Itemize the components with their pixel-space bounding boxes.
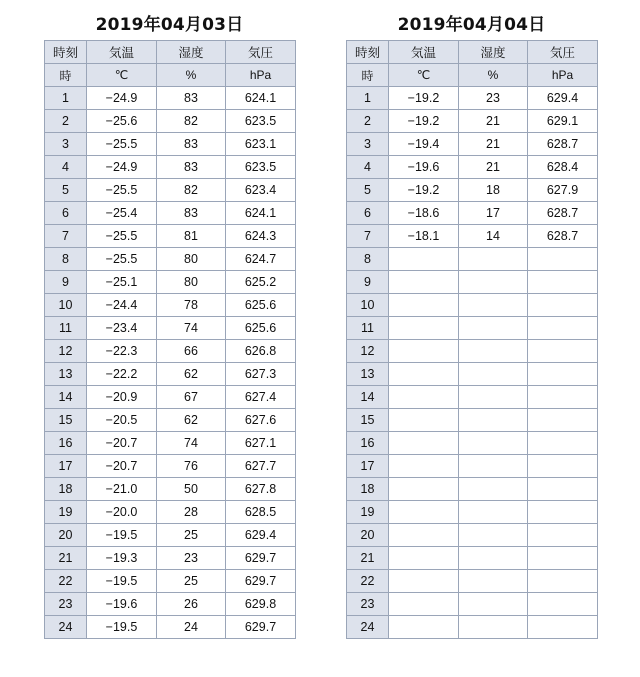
- table-row: [45, 432, 296, 455]
- cell-humidity: 24: [157, 616, 226, 639]
- cell-pressure: [528, 248, 598, 271]
- cell-humidity: [459, 340, 528, 363]
- table-row: [347, 570, 598, 593]
- cell-temperature: −24.9: [87, 87, 157, 110]
- cell-temperature: −23.4: [87, 317, 157, 340]
- cell-time: 19: [45, 501, 87, 524]
- cell-pressure: 623.1: [226, 133, 296, 156]
- cell-time: 5: [45, 179, 87, 202]
- cell-temperature: −19.2: [389, 110, 459, 133]
- cell-temperature: [389, 386, 459, 409]
- cell-time: 11: [45, 317, 87, 340]
- table-row: [347, 317, 598, 340]
- cell-temperature: [389, 248, 459, 271]
- cell-time: 23: [45, 593, 87, 616]
- cell-time: 15: [347, 409, 389, 432]
- cell-humidity: 78: [157, 294, 226, 317]
- table-row: [347, 501, 598, 524]
- cell-temperature: −19.2: [389, 87, 459, 110]
- cell-humidity: [459, 363, 528, 386]
- cell-temperature: −19.5: [87, 616, 157, 639]
- cell-pressure: 629.1: [528, 110, 598, 133]
- cell-humidity: 17: [459, 202, 528, 225]
- cell-temperature: −22.3: [87, 340, 157, 363]
- cell-pressure: 629.4: [226, 524, 296, 547]
- cell-time: 18: [347, 478, 389, 501]
- cell-temperature: [389, 455, 459, 478]
- table-row: [347, 386, 598, 409]
- cell-time: 7: [45, 225, 87, 248]
- table-row: [45, 156, 296, 179]
- cell-pressure: [528, 294, 598, 317]
- cell-humidity: 81: [157, 225, 226, 248]
- cell-pressure: 625.6: [226, 294, 296, 317]
- cell-humidity: 80: [157, 248, 226, 271]
- cell-pressure: 628.7: [528, 133, 598, 156]
- cell-humidity: 25: [157, 524, 226, 547]
- table-row: [347, 547, 598, 570]
- cell-pressure: [528, 432, 598, 455]
- cell-temperature: [389, 271, 459, 294]
- header-pressure: 気圧: [226, 41, 296, 64]
- cell-time: 2: [347, 110, 389, 133]
- cell-pressure: 627.8: [226, 478, 296, 501]
- cell-humidity: [459, 478, 528, 501]
- cell-humidity: [459, 524, 528, 547]
- cell-pressure: 627.7: [226, 455, 296, 478]
- cell-temperature: −19.6: [389, 156, 459, 179]
- cell-temperature: −19.6: [87, 593, 157, 616]
- cell-humidity: 21: [459, 156, 528, 179]
- cell-pressure: [528, 363, 598, 386]
- cell-humidity: 62: [157, 409, 226, 432]
- cell-temperature: −24.4: [87, 294, 157, 317]
- table-row: [347, 455, 598, 478]
- table-row: [45, 386, 296, 409]
- header-pressure: 気圧: [528, 41, 598, 64]
- header-humidity: 湿度: [459, 41, 528, 64]
- cell-pressure: 624.7: [226, 248, 296, 271]
- cell-time: 4: [45, 156, 87, 179]
- cell-time: 22: [347, 570, 389, 593]
- cell-time: 9: [347, 271, 389, 294]
- cell-temperature: −25.5: [87, 225, 157, 248]
- cell-pressure: [528, 317, 598, 340]
- table-row: [45, 409, 296, 432]
- cell-temperature: [389, 294, 459, 317]
- table-row: [347, 478, 598, 501]
- cell-temperature: −25.5: [87, 133, 157, 156]
- cell-time: 21: [347, 547, 389, 570]
- cell-humidity: 83: [157, 202, 226, 225]
- cell-humidity: 23: [157, 547, 226, 570]
- table-row: [347, 271, 598, 294]
- cell-time: 14: [45, 386, 87, 409]
- cell-pressure: 628.5: [226, 501, 296, 524]
- weather-day-2019-04-04: [346, 10, 597, 639]
- unit-temperature: ℃: [87, 64, 157, 87]
- table-row: [45, 225, 296, 248]
- table-row: [347, 202, 598, 225]
- cell-temperature: [389, 524, 459, 547]
- table-row: [45, 202, 296, 225]
- table-row: [45, 616, 296, 639]
- cell-temperature: −20.0: [87, 501, 157, 524]
- table-row: [45, 248, 296, 271]
- cell-time: 5: [347, 179, 389, 202]
- cell-pressure: [528, 501, 598, 524]
- cell-humidity: [459, 570, 528, 593]
- cell-humidity: [459, 271, 528, 294]
- cell-time: 18: [45, 478, 87, 501]
- cell-temperature: −25.5: [87, 248, 157, 271]
- cell-humidity: 74: [157, 317, 226, 340]
- cell-humidity: [459, 294, 528, 317]
- cell-time: 13: [45, 363, 87, 386]
- weather-table: [44, 40, 296, 639]
- cell-temperature: −25.5: [87, 179, 157, 202]
- cell-time: 10: [347, 294, 389, 317]
- table-row: [347, 87, 598, 110]
- cell-time: 24: [45, 616, 87, 639]
- cell-humidity: [459, 593, 528, 616]
- cell-time: 20: [45, 524, 87, 547]
- cell-temperature: −18.1: [389, 225, 459, 248]
- table-row: [45, 455, 296, 478]
- cell-time: 11: [347, 317, 389, 340]
- cell-temperature: −19.2: [389, 179, 459, 202]
- cell-humidity: [459, 317, 528, 340]
- cell-humidity: 66: [157, 340, 226, 363]
- cell-temperature: −19.5: [87, 570, 157, 593]
- cell-temperature: −20.5: [87, 409, 157, 432]
- cell-pressure: [528, 616, 598, 639]
- cell-time: 24: [347, 616, 389, 639]
- cell-time: 3: [347, 133, 389, 156]
- cell-temperature: [389, 501, 459, 524]
- cell-pressure: 623.5: [226, 156, 296, 179]
- cell-time: 14: [347, 386, 389, 409]
- header-row: [347, 41, 598, 64]
- cell-temperature: −25.4: [87, 202, 157, 225]
- table-row: [347, 110, 598, 133]
- cell-time: 15: [45, 409, 87, 432]
- cell-time: 17: [347, 455, 389, 478]
- cell-humidity: 50: [157, 478, 226, 501]
- unit-temperature: ℃: [389, 64, 459, 87]
- cell-temperature: [389, 340, 459, 363]
- cell-pressure: 627.4: [226, 386, 296, 409]
- cell-humidity: 82: [157, 179, 226, 202]
- table-row: [45, 570, 296, 593]
- unit-row: [347, 64, 598, 87]
- weather-table: [346, 40, 598, 639]
- table-row: [347, 294, 598, 317]
- cell-temperature: −25.1: [87, 271, 157, 294]
- table-row: [45, 547, 296, 570]
- cell-temperature: [389, 478, 459, 501]
- cell-pressure: 627.3: [226, 363, 296, 386]
- cell-pressure: [528, 593, 598, 616]
- table-row: [347, 248, 598, 271]
- cell-humidity: [459, 248, 528, 271]
- cell-humidity: 21: [459, 110, 528, 133]
- cell-humidity: 67: [157, 386, 226, 409]
- cell-time: 7: [347, 225, 389, 248]
- cell-time: 12: [347, 340, 389, 363]
- cell-pressure: 629.8: [226, 593, 296, 616]
- weather-day-2019-04-03: [44, 10, 295, 639]
- table-row: [347, 225, 598, 248]
- cell-temperature: −21.0: [87, 478, 157, 501]
- table-row: [45, 363, 296, 386]
- header-row: [45, 41, 296, 64]
- header-humidity: 湿度: [157, 41, 226, 64]
- table-row: [45, 340, 296, 363]
- cell-pressure: [528, 524, 598, 547]
- cell-pressure: 624.1: [226, 202, 296, 225]
- cell-humidity: [459, 501, 528, 524]
- cell-pressure: [528, 547, 598, 570]
- cell-humidity: 14: [459, 225, 528, 248]
- cell-temperature: [389, 317, 459, 340]
- cell-time: 3: [45, 133, 87, 156]
- cell-time: 16: [347, 432, 389, 455]
- cell-temperature: −20.7: [87, 432, 157, 455]
- cell-humidity: 83: [157, 87, 226, 110]
- header-time: 時刻: [45, 41, 87, 64]
- cell-pressure: 623.4: [226, 179, 296, 202]
- cell-temperature: −18.6: [389, 202, 459, 225]
- cell-temperature: −19.4: [389, 133, 459, 156]
- cell-humidity: 74: [157, 432, 226, 455]
- cell-time: 22: [45, 570, 87, 593]
- table-row: [45, 133, 296, 156]
- table-row: [347, 133, 598, 156]
- cell-humidity: 28: [157, 501, 226, 524]
- cell-time: 17: [45, 455, 87, 478]
- cell-temperature: −19.3: [87, 547, 157, 570]
- cell-time: 9: [45, 271, 87, 294]
- cell-temperature: [389, 363, 459, 386]
- cell-pressure: 629.4: [528, 87, 598, 110]
- cell-humidity: [459, 616, 528, 639]
- cell-pressure: 623.5: [226, 110, 296, 133]
- table-row: [45, 110, 296, 133]
- cell-time: 8: [45, 248, 87, 271]
- cell-pressure: [528, 409, 598, 432]
- cell-time: 13: [347, 363, 389, 386]
- cell-pressure: 629.7: [226, 616, 296, 639]
- cell-humidity: 83: [157, 156, 226, 179]
- table-row: [45, 593, 296, 616]
- table-row: [45, 317, 296, 340]
- table-row: [45, 294, 296, 317]
- cell-humidity: [459, 455, 528, 478]
- cell-pressure: 627.6: [226, 409, 296, 432]
- cell-temperature: −20.7: [87, 455, 157, 478]
- table-row: [45, 271, 296, 294]
- cell-pressure: 624.1: [226, 87, 296, 110]
- unit-pressure: hPa: [528, 64, 598, 87]
- cell-time: 20: [347, 524, 389, 547]
- cell-humidity: 18: [459, 179, 528, 202]
- cell-humidity: 25: [157, 570, 226, 593]
- cell-time: 8: [347, 248, 389, 271]
- cell-pressure: 625.6: [226, 317, 296, 340]
- cell-temperature: −20.9: [87, 386, 157, 409]
- cell-humidity: 23: [459, 87, 528, 110]
- header-temperature: 気温: [87, 41, 157, 64]
- cell-temperature: [389, 593, 459, 616]
- table-row: [45, 524, 296, 547]
- cell-time: 1: [347, 87, 389, 110]
- cell-pressure: [528, 271, 598, 294]
- cell-humidity: 76: [157, 455, 226, 478]
- table-row: [347, 179, 598, 202]
- unit-humidity: %: [157, 64, 226, 87]
- cell-time: 23: [347, 593, 389, 616]
- table-row: [45, 87, 296, 110]
- cell-humidity: 83: [157, 133, 226, 156]
- cell-humidity: [459, 386, 528, 409]
- table-row: [45, 478, 296, 501]
- table-row: [347, 432, 598, 455]
- cell-humidity: 26: [157, 593, 226, 616]
- cell-pressure: 628.7: [528, 225, 598, 248]
- cell-pressure: 628.4: [528, 156, 598, 179]
- cell-pressure: 628.7: [528, 202, 598, 225]
- cell-time: 4: [347, 156, 389, 179]
- cell-time: 2: [45, 110, 87, 133]
- cell-temperature: [389, 409, 459, 432]
- cell-pressure: [528, 340, 598, 363]
- cell-time: 12: [45, 340, 87, 363]
- cell-humidity: [459, 547, 528, 570]
- cell-humidity: [459, 432, 528, 455]
- cell-pressure: 629.7: [226, 547, 296, 570]
- table-row: [45, 501, 296, 524]
- cell-time: 21: [45, 547, 87, 570]
- header-time: 時刻: [347, 41, 389, 64]
- table-row: [347, 340, 598, 363]
- unit-humidity: %: [459, 64, 528, 87]
- cell-pressure: [528, 570, 598, 593]
- cell-pressure: 624.3: [226, 225, 296, 248]
- day-title: 2019年04月03日: [95, 15, 244, 35]
- table-row: [45, 179, 296, 202]
- cell-temperature: [389, 432, 459, 455]
- cell-temperature: [389, 547, 459, 570]
- cell-temperature: [389, 616, 459, 639]
- table-row: [347, 156, 598, 179]
- cell-pressure: 627.1: [226, 432, 296, 455]
- table-row: [347, 524, 598, 547]
- cell-humidity: 21: [459, 133, 528, 156]
- cell-temperature: [389, 570, 459, 593]
- cell-humidity: 82: [157, 110, 226, 133]
- cell-pressure: [528, 455, 598, 478]
- table-row: [347, 593, 598, 616]
- unit-time: 時: [347, 64, 389, 87]
- cell-time: 1: [45, 87, 87, 110]
- cell-time: 16: [45, 432, 87, 455]
- day-title: 2019年04月04日: [397, 15, 546, 35]
- unit-time: 時: [45, 64, 87, 87]
- cell-pressure: 627.9: [528, 179, 598, 202]
- cell-pressure: 629.7: [226, 570, 296, 593]
- cell-temperature: −24.9: [87, 156, 157, 179]
- cell-pressure: 626.8: [226, 340, 296, 363]
- cell-temperature: −19.5: [87, 524, 157, 547]
- cell-time: 6: [347, 202, 389, 225]
- table-row: [347, 616, 598, 639]
- unit-pressure: hPa: [226, 64, 296, 87]
- unit-row: [45, 64, 296, 87]
- cell-time: 10: [45, 294, 87, 317]
- cell-temperature: −25.6: [87, 110, 157, 133]
- cell-time: 6: [45, 202, 87, 225]
- cell-pressure: [528, 386, 598, 409]
- cell-pressure: 625.2: [226, 271, 296, 294]
- cell-time: 19: [347, 501, 389, 524]
- cell-pressure: [528, 478, 598, 501]
- cell-temperature: −22.2: [87, 363, 157, 386]
- table-row: [347, 409, 598, 432]
- cell-humidity: 62: [157, 363, 226, 386]
- table-row: [347, 363, 598, 386]
- cell-humidity: [459, 409, 528, 432]
- header-temperature: 気温: [389, 41, 459, 64]
- cell-humidity: 80: [157, 271, 226, 294]
